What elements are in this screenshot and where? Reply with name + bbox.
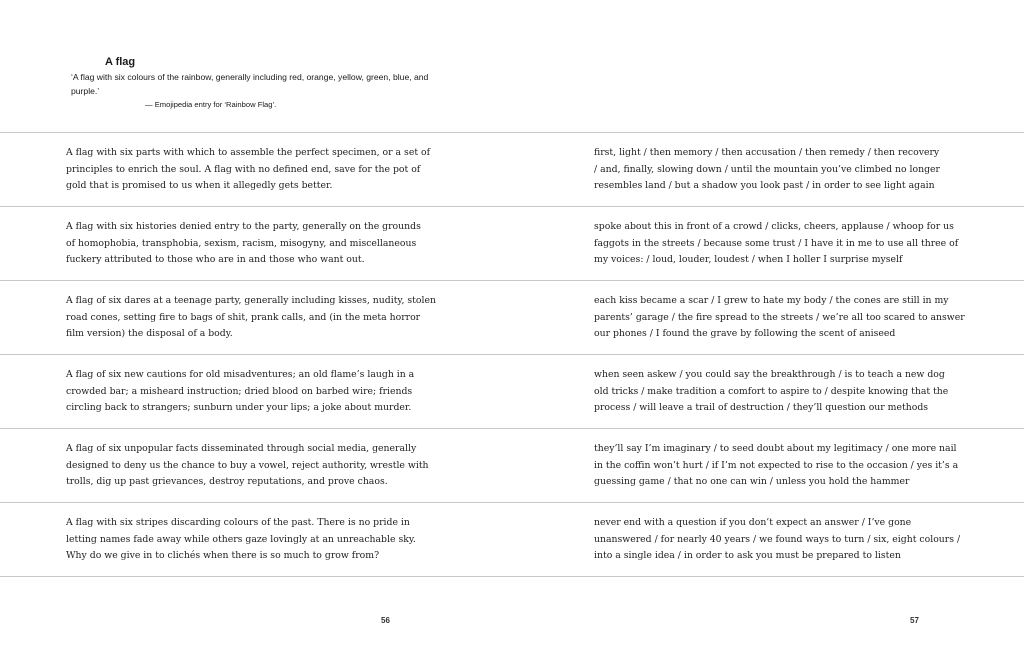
epigraph: ‘A flag with six colours of the rainbow, generally including red, orange, yellow, green, blue, and purple.’ <box>71 72 429 96</box>
stanza-left-2: A flag with six histories denied entry to the party, generally on the grounds of homophobia, transphobia, sexism, racism, misogyny, and miscellaneous fuckery attributed to those who are in and those who want out. <box>66 221 421 266</box>
stanza-right-1: first, light / then memory / then accusation / then remedy / then recovery / and, finally, slowing down / until the mountain you’ve climbed no longer resembles land / but a shadow you look past / in order to see light again <box>594 147 940 192</box>
row-divider <box>0 280 1024 281</box>
row-divider <box>0 502 1024 503</box>
stanza-right-3: each kiss became a scar / I grew to hate my body / the cones are still in my parents’ garage / the fire spread to the streets / we’re all too scared to answer our phones / I found the grave by following the scent of aniseed <box>594 295 965 340</box>
stanza-left-4: A flag of six new cautions for old misadventures; an old flame’s laugh in a crowded bar; a misheard instruction; dried blood on barbed wire; friends circling back to strangers; sunburn under your lips; a joke about murder. <box>66 369 415 414</box>
page-number-right: 57 <box>910 616 919 625</box>
stanza-left-6: A flag with six stripes discarding colours of the past. There is no pride in letting names fade away while others gaze lovingly at an unreachable sky. Why do we give in to clichés when there is so much to grow from? <box>66 517 416 562</box>
stanza-right-4: when seen askew / you could say the breakthrough / is to teach a new dog old tricks / make tradition a comfort to aspire to / despite knowing that the process / will leave a trail of destruction / they’ll question our methods <box>594 369 949 414</box>
row-divider <box>0 354 1024 355</box>
row-divider <box>0 576 1024 577</box>
stanza-left-3: A flag of six dares at a teenage party, generally including kisses, nudity, stolen road cones, setting fire to bags of shit, prank calls, and (in the meta horror film version) the disposal of a body. <box>66 295 436 340</box>
row-divider <box>0 132 1024 133</box>
row-divider <box>0 206 1024 207</box>
stanza-right-2: spoke about this in front of a crowd / clicks, cheers, applause / whoop for us faggots in the streets / because some trust / I have it in me to use all three of my voices: / loud, louder, loudest / when I holler I surprise myself <box>594 221 959 266</box>
row-divider <box>0 428 1024 429</box>
poem-title: A flag <box>105 56 136 68</box>
stanza-left-1: A flag with six parts with which to assemble the perfect specimen, or a set of principles to enrich the soul. A flag with no defined end, save for the pot of gold that is promised to us when it allegedly gets better. <box>66 147 431 192</box>
stanza-right-5: they’ll say I’m imaginary / to seed doubt about my legitimacy / one more nail in the coffin won’t hurt / if I’m not expected to rise to the occasion / yes it’s a guessing game / that no one can win / unless you hold the hammer <box>594 443 959 488</box>
epigraph-attribution: — Emojipedia entry for ‘Rainbow Flag’. <box>145 100 277 109</box>
page-number-left: 56 <box>381 616 390 625</box>
stanza-right-6: never end with a question if you don’t expect an answer / I’ve gone unanswered / for nearly 40 years / we found ways to turn / six, eight colours / into a single idea / in order to ask you must be prepared to listen <box>594 517 961 562</box>
stanza-left-5: A flag of six unpopular facts disseminated through social media, generally designed to deny us the chance to buy a vowel, reject authority, wrestle with trolls, dig up past grievances, destroy reputations, and prove chaos. <box>66 443 429 488</box>
page-header <box>0 0 1024 132</box>
